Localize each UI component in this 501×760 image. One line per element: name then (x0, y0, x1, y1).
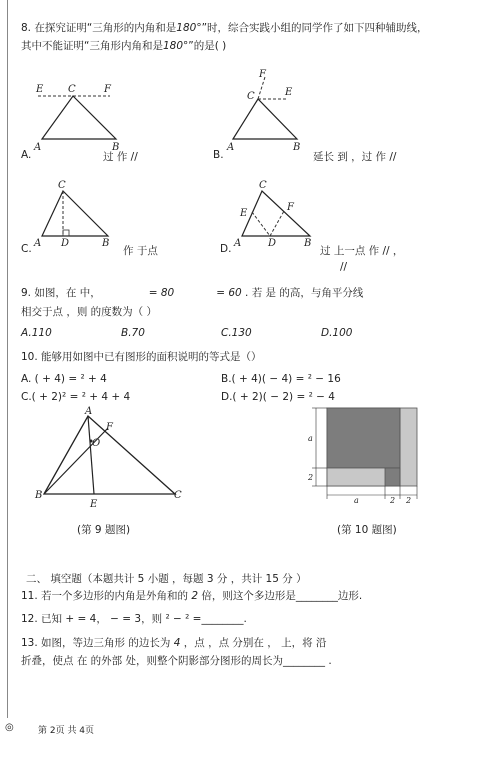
fig-a-label-a: A (34, 142, 42, 153)
q11-num: 2 (191, 590, 199, 602)
q8-figure-b (225, 65, 335, 155)
q11 (21, 588, 362, 603)
q8-option-a-label: A. (21, 149, 32, 161)
q9-line1 (21, 285, 363, 300)
fig-b-label-f: F (259, 69, 266, 80)
q8-line2-num: 180 (162, 40, 183, 52)
q9-choice-c: C.130 (221, 327, 252, 339)
fig9-label-b: B (35, 490, 43, 501)
q8-figure-a (30, 80, 140, 155)
q9-line2: 相交于点 ，则 的度数为（ ） (21, 306, 158, 318)
q9-line1-rest: . 若 是 的高，与角平分线 (245, 287, 364, 299)
fig-a-label-e: E (36, 84, 44, 95)
fig9-label-a: A (85, 406, 93, 417)
q8-option-b-label: B. (213, 149, 224, 161)
q8-figure-d (232, 178, 322, 253)
q8-line1-rest: °”时，综合实践小组的同学作了如下四种辅助线， (196, 22, 428, 34)
q8-option-d-text: 过 上一点 作 // ， (320, 245, 404, 257)
q10-option-c: C.( + 2)² = ² + 4 + 4 (21, 391, 131, 403)
figure-10 (300, 404, 425, 504)
q11-rest: 倍，则这个多边形是________边形. (201, 590, 363, 602)
q9-line1-text: 9. 如图，在 中， (21, 287, 101, 299)
fig-c-label-b: B (102, 238, 110, 249)
footer-page: 第 2页 共 4页 (38, 726, 95, 736)
fig-a-label-c: C (68, 84, 76, 95)
q13-line1 (21, 635, 326, 650)
q10-title: 10. 能够用如图中已有图形的面积说明的等式是（） (21, 351, 262, 363)
q8-figure-c (30, 178, 120, 253)
q8-option-a-text: 过 作 // (103, 151, 138, 163)
fig-c-label-c: C (58, 180, 66, 191)
q8-line1 (21, 20, 428, 35)
fig10-label-2-vertical: 2 (308, 473, 314, 482)
fig10-label-2-horizontal-2: 2 (406, 496, 412, 505)
q9-eq2: = 60 (216, 287, 242, 299)
fig-d-label-b: B (304, 238, 312, 249)
q8-line2 (21, 38, 226, 53)
q13-line2: 折叠，使点 在 的外部 处，则整个阴影部分图形的周长为________ . (21, 655, 332, 667)
fig-a-label-f: F (104, 84, 111, 95)
figure-9 (30, 408, 190, 518)
fig-d-label-f: F (287, 202, 294, 213)
fig10-label-a-horizontal: a (354, 496, 359, 505)
fig10-label-a-vertical: a (308, 434, 313, 443)
q12: 12. 已知 + = 4， − = 3，则 ² − ² =________. (21, 613, 247, 625)
fig-c-label-d: D (61, 238, 70, 249)
q10-option-a: A. ( + 4) = ² + 4 (21, 373, 107, 385)
q8-option-d-label: D. (220, 243, 232, 255)
q10-option-d: D.( + 2)( − 2) = ² − 4 (221, 391, 335, 403)
fig-b-label-b: B (293, 142, 301, 153)
q8-line1-text: 8. 在探究证明“三角形的内角和是 (21, 22, 177, 34)
q8-option-c-text: 作 于点 (123, 245, 158, 257)
figure-10-caption: (第 10 题图) (337, 524, 397, 536)
fig9-label-c: C (174, 490, 182, 501)
q9-choice-d: D.100 (321, 327, 353, 339)
fig-c-label-a: A (34, 238, 42, 249)
fig9-label-f: F (106, 422, 113, 433)
q10-option-b: B.( + 4)( − 4) = ² − 16 (221, 373, 341, 385)
q9-choice-a: A.110 (21, 327, 52, 339)
fig-d-label-e: E (240, 208, 248, 219)
margin-line (7, 0, 8, 718)
fig-d-label-c: C (259, 180, 267, 191)
q8-line2-rest: °”的是( ) (183, 40, 227, 52)
q8-option-c-label: C. (21, 243, 32, 255)
figure-9-caption: (第 9 题图) (77, 524, 131, 536)
q13-line1-rest: ，点 ，点 分别在 ， 上，将 沿 (183, 637, 327, 649)
fig-b-label-a: A (227, 142, 235, 153)
fig-a-label-b: B (112, 142, 120, 153)
fig-b-label-e: E (285, 87, 293, 98)
fig-d-label-a: A (234, 238, 242, 249)
q8-option-d-text2: // (340, 261, 348, 273)
q8-option-b-text: 延长 到 ，过 作 // (313, 151, 397, 163)
fig9-label-o: O (92, 438, 101, 449)
section2-title: 二、 填空题（本题共计 5 小题 ，每题 3 分 ，共计 15 分 ） (26, 573, 307, 585)
q13-line1-text: 13. 如图，等边三角形 的边长为 (21, 637, 171, 649)
fig-b-label-c: C (247, 91, 255, 102)
fig10-label-2-horizontal-1: 2 (390, 496, 396, 505)
q9-eq1: = 80 (148, 287, 175, 299)
footer-icon: ◎ (5, 722, 14, 733)
q13-num: 4 (173, 637, 181, 649)
fig-d-label-d: D (268, 238, 277, 249)
q8-line2-text: 其中不能证明“三角形内角和是 (21, 40, 163, 52)
q8-line1-num: 180 (176, 22, 197, 34)
q11-text: 11. 若一个多边形的内角是外角和的 (21, 590, 189, 602)
fig9-label-e: E (90, 499, 98, 510)
q9-choice-b: B.70 (121, 327, 145, 339)
